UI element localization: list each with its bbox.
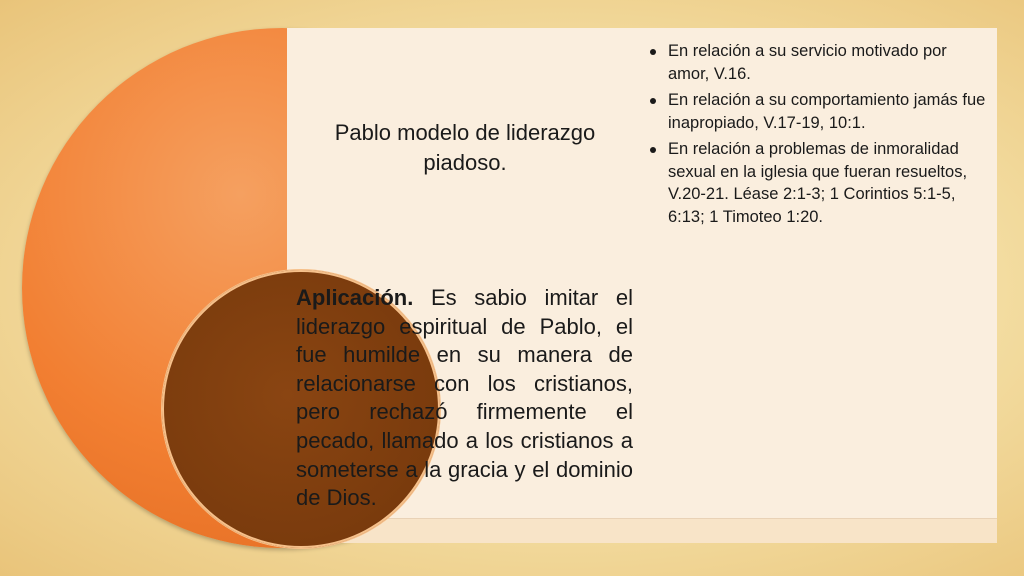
application-paragraph [296, 284, 633, 513]
bullet-list [646, 40, 991, 232]
application-body: Es sabio imitar el liderazgo espiritual de Pablo, el fue humilde en su manera de relacionarse con los cristianos, pero rechazó firmemente el pecado, llamado a los cristianos a someterse a la gracia y el dominio de Dios. [296, 285, 633, 511]
bullet-item [646, 40, 991, 85]
bullet-dot-icon [650, 147, 656, 153]
section-title: Pablo modelo de liderazgo piadoso. [334, 120, 596, 175]
bullet-text: En relación a su servicio motivado por amor, V.16. [668, 42, 947, 83]
bottom-strip [287, 519, 997, 543]
bullet-dot-icon [650, 98, 656, 104]
bullet-dot-icon [650, 49, 656, 55]
bullet-item [646, 89, 991, 134]
application-label: Aplicación. [296, 285, 414, 310]
bullet-text: En relación a problemas de inmoralidad sexual en la iglesia que fueran resueltos, V.20-21. Léase 2:1-3; 1 Corintios 5:1-5, 6:13; 1 Timoteo 1:20. [668, 140, 968, 226]
bullet-text: En relación a su comportamiento jamás fue inapropiado, V.17-19, 10:1. [668, 91, 986, 132]
bullet-item [646, 138, 991, 228]
